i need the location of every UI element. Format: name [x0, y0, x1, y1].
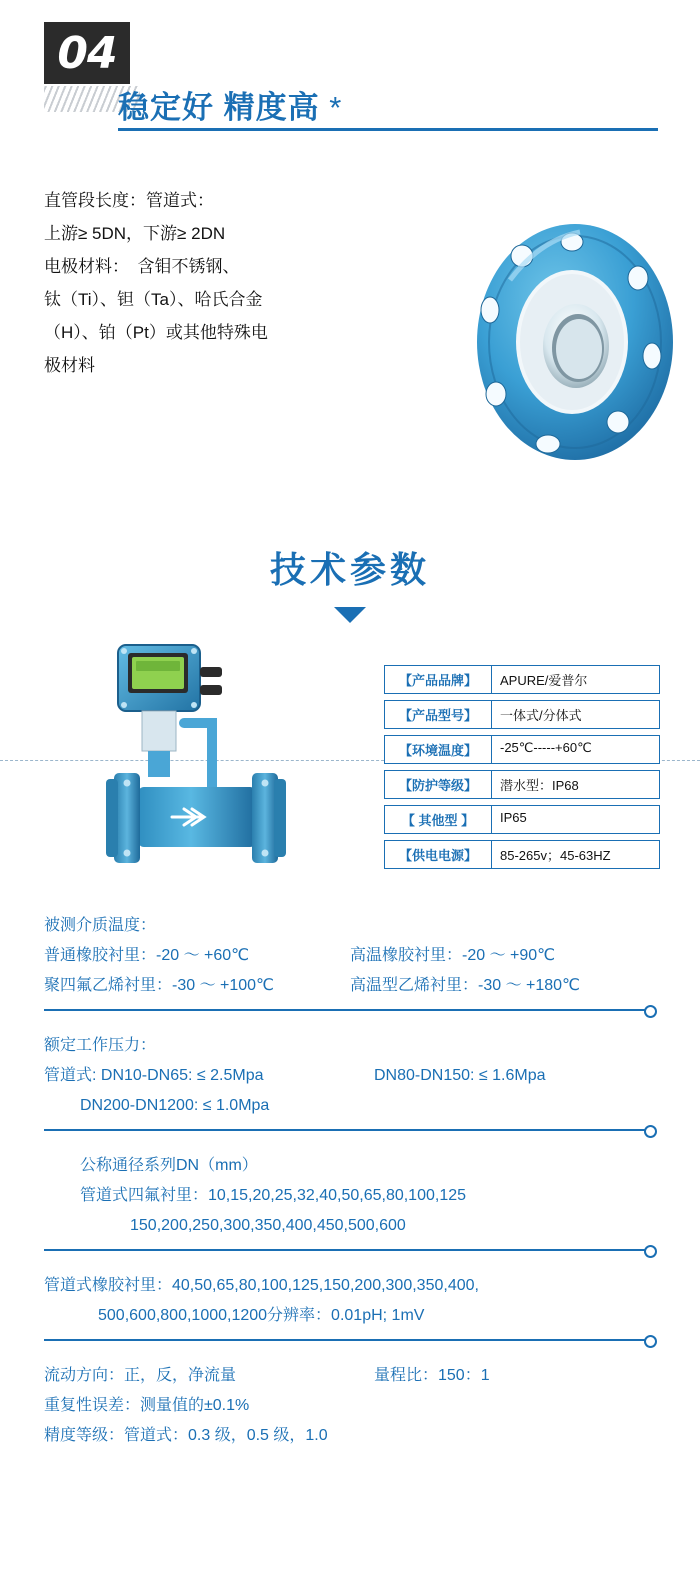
spec-intro-line-5: （H）、铂（Pt）或其他特殊电: [44, 323, 268, 342]
section-title-tech-params: 技术参数: [269, 549, 430, 590]
param-value: -25℃-----+60℃: [492, 735, 660, 764]
pressure-row-1: [44, 1061, 656, 1091]
param-key: 【防护等级】: [384, 770, 492, 799]
page-title-asterisk: *: [329, 90, 343, 125]
spec-intro-text: [44, 184, 384, 382]
param-value: 潜水型：IP68: [492, 770, 660, 799]
param-key: 【产品品牌】: [384, 665, 492, 694]
rubber-line-2: 500,600,800,1000,1200分辨率：0.01pH; 1mV: [98, 1307, 425, 1324]
arrow-down-icon: [334, 607, 366, 623]
parameter-table: [384, 665, 660, 875]
spec-intro-line-6: 极材料: [44, 356, 95, 375]
spec-intro-line-4: 钛（Ti）、钽（Ta）、哈氏合金: [44, 290, 263, 309]
param-value: 一体式/分体式: [492, 700, 660, 729]
page-title: [118, 82, 342, 127]
page-header: [0, 0, 700, 160]
misc-range-ratio: 量程比：150：1: [374, 1367, 490, 1384]
medium-temp-label: 被测介质温度：: [44, 917, 157, 934]
spec-block-diameter: [44, 1151, 656, 1271]
medium-temp-right-1: 高温橡胶衬里：-20 ～ +90℃: [350, 947, 556, 964]
medium-temp-right-2: 高温型乙烯衬里：-30 ～ +180℃: [350, 977, 581, 994]
pressure-line-2: DN200-DN1200: ≤ 1.0Mpa: [80, 1097, 270, 1114]
param-value: 85-265v；45-63HZ: [492, 840, 660, 869]
table-row: [384, 735, 660, 764]
diameter-line-2: 150,200,250,300,350,400,450,500,600: [130, 1217, 406, 1234]
diameter-label: 公称通径系列DN（mm）: [80, 1157, 258, 1174]
divider-line: [44, 1339, 656, 1341]
param-key: 【环境温度】: [384, 735, 492, 764]
param-value: IP65: [492, 805, 660, 834]
medium-temp-row-1: [44, 941, 656, 971]
table-row: [384, 805, 660, 834]
flange-photo: [390, 170, 690, 500]
spec-intro-section: [0, 160, 700, 530]
electromagnetic-flowmeter-illustration: [80, 627, 310, 887]
pressure-left-1: 管道式: DN10-DN65: ≤ 2.5Mpa: [44, 1067, 264, 1084]
medium-temp-left-1: 普通橡胶衬里：-20 ～ +60℃: [44, 947, 250, 964]
pressure-right-1: DN80-DN150: ≤ 1.6Mpa: [374, 1067, 546, 1084]
param-key: 【供电电源】: [384, 840, 492, 869]
medium-temp-row-2: [44, 971, 656, 1001]
divider-line: [44, 1009, 656, 1011]
table-row: [384, 840, 660, 869]
page-title-text: 稳定好 精度高: [118, 90, 320, 125]
meter-and-params-section: [0, 627, 700, 897]
diameter-line-1: 管道式四氟衬里：10,15,20,25,32,40,50,65,80,100,125: [80, 1187, 467, 1204]
misc-flow-direction: 流动方向：正，反，净流量: [44, 1367, 237, 1384]
misc-accuracy-grade: 精度等级：管道式：0.3 级，0.5 级，1.0: [44, 1427, 328, 1444]
spec-intro-line-1: 直管段长度：管道式：: [44, 191, 214, 210]
table-row: [384, 700, 660, 729]
misc-repeatability: 重复性误差：测量值的±0.1%: [44, 1397, 250, 1414]
header-underline: [118, 128, 658, 131]
rubber-line-1: 管道式橡胶衬里：40,50,65,80,100,125,150,200,300,350,400,: [44, 1277, 479, 1294]
section-number-badge: 04: [44, 22, 130, 84]
spec-intro-line-2: 上游≥ 5DN，下游≥ 2DN: [44, 224, 226, 243]
spec-intro-line-3: 电极材料： 含钼不锈钢、: [44, 257, 240, 276]
spec-blocks: [0, 911, 700, 1461]
param-key: 【 其他型 】: [384, 805, 492, 834]
spec-block-misc: [44, 1361, 656, 1461]
divider-line: [44, 1249, 656, 1251]
misc-row-1: [44, 1361, 656, 1391]
param-key: 【产品型号】: [384, 700, 492, 729]
spec-block-rubber-lining: [44, 1271, 656, 1361]
medium-temp-left-2: 聚四氟乙烯衬里：-30 ～ +100℃: [44, 977, 275, 994]
spec-block-medium-temperature: [44, 911, 656, 1031]
table-row: [384, 665, 660, 694]
table-row: [384, 770, 660, 799]
divider-line: [44, 1129, 656, 1131]
spec-block-pressure: [44, 1031, 656, 1151]
pressure-label: 额定工作压力：: [44, 1037, 157, 1054]
param-value: APURE/爱普尔: [492, 665, 660, 694]
